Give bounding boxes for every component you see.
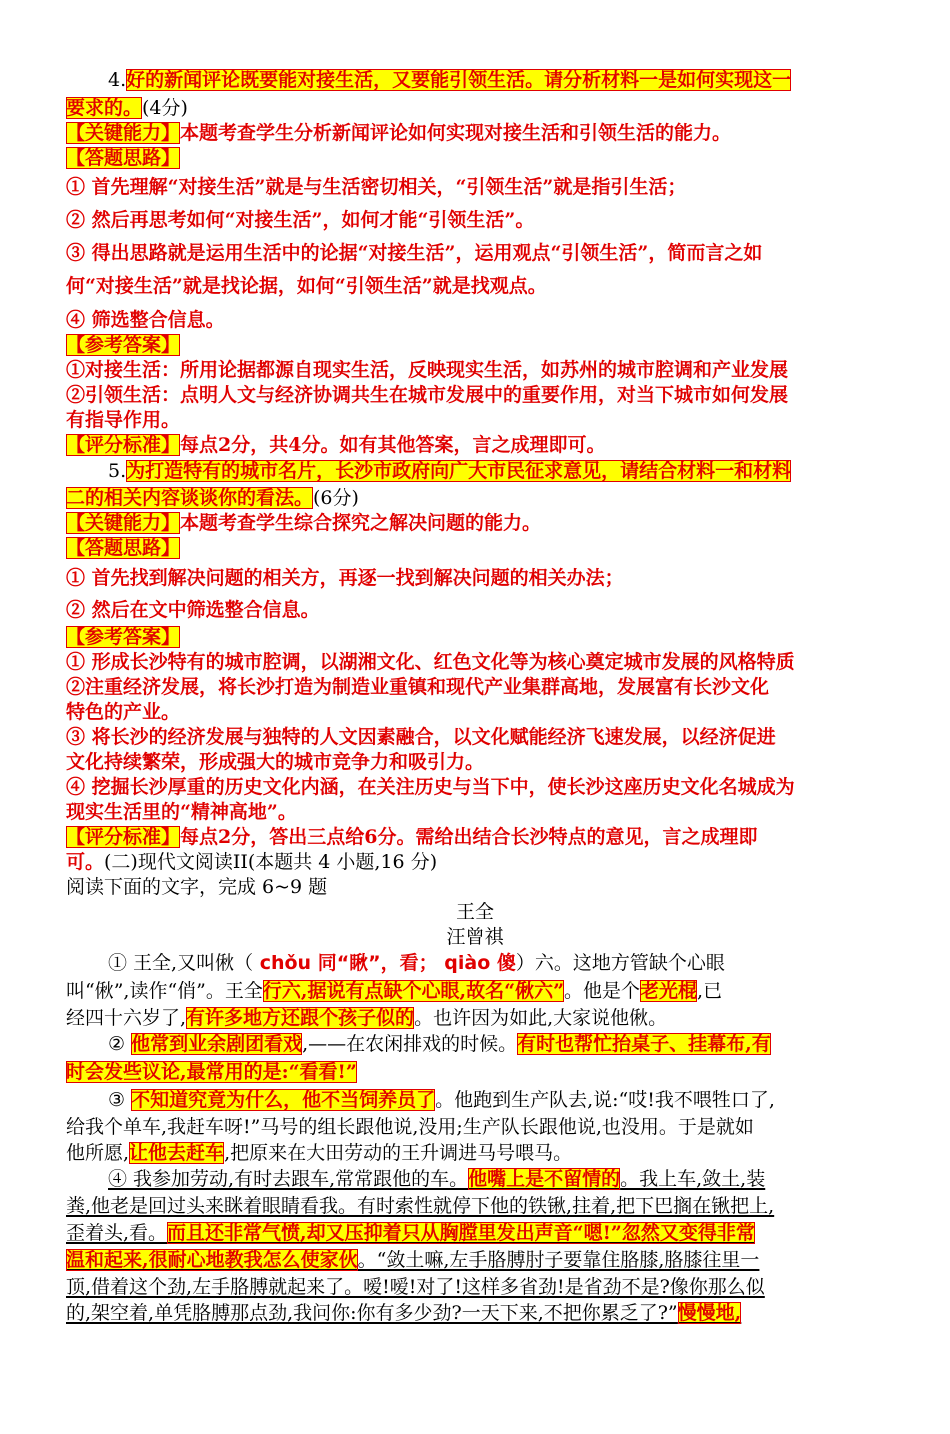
p4-line6: 的,架空着,单凭胳膊那点劲,我问你:你有多少劲?一天下来,不把你累乏了?”慢慢地,: [66, 1302, 742, 1324]
q5-step1: ① 首先找到解决问题的相关方，再逐一找到解决问题的相关办法；: [66, 567, 624, 589]
highlight: 时会发些议论,最常用的是:“看看!”: [66, 1061, 357, 1083]
ability-tag: 【关键能力】: [66, 122, 181, 144]
q5-number: 5.: [108, 460, 127, 482]
pinyin-note: chǒu 同“瞅”，看； qiào 傻: [253, 952, 516, 974]
passage-author: 汪曾祺: [446, 926, 504, 948]
p1-line2: 叫“偢”,读作“俏”。王全行六,据说有点缺个心眼,故名“偢六”。他是个老光棍,已: [66, 980, 723, 1002]
q5-answer-4-line2: 现实生活里的“精神高地”。: [66, 801, 297, 823]
answer-tag: 【参考答案】: [66, 626, 181, 648]
ability-text: 本题考查学生分析新闻评论如何实现对接生活和引领生活的能力。: [180, 122, 732, 144]
p4-line5: 顶,借着这个劲,左手胳膊就起来了。嗳!嗳!对了!这样多省劲!是省劲不是?像你那么似: [66, 1276, 765, 1298]
q5-question-text-cont: 二的相关内容谈谈你的看法。: [66, 487, 314, 509]
q4-question-text-cont: 要求的。: [66, 97, 143, 119]
highlight: 他常到业余剧团看戏: [131, 1033, 303, 1055]
q5-question-line2: [66, 486, 359, 511]
scoring-text: 每点2分，共4分。如有其他答案，言之成理即可。: [180, 434, 606, 456]
q4-ability: [66, 121, 731, 146]
highlight: 老光棍: [640, 980, 698, 1002]
thinking-tag: 【答题思路】: [66, 537, 181, 559]
thinking-tag: 【答题思路】: [66, 147, 181, 169]
q5-answer-3-line1: ③ 将长沙的经济发展与独特的人文因素融合，以文化赋能经济飞速发展，以经济促进: [66, 726, 776, 748]
scoring-tag: 【评分标准】: [66, 434, 181, 456]
q4-step3-line1: ③ 得出思路就是运用生活中的论据“对接生活”，运用观点“引领生活”，简而言之如: [66, 242, 763, 264]
q4-step2: ② 然后再思考如何“对接生活”，如何才能“引领生活”。: [66, 209, 535, 231]
q5-answer-4-line1: ④ 挖掘长沙厚重的历史文化内涵，在关注历史与当下中，使长沙这座历史文化名城成为: [66, 776, 795, 798]
p3-line2: 给我个单车,我赶车呀!”马号的组长跟他说,没用;生产队长跟他说,也没用。于是就如: [66, 1116, 754, 1138]
q5-answer-2-line1: ②注重经济发展，将长沙打造为制造业重镇和现代产业集群高地，发展富有长沙文化: [66, 676, 770, 698]
q4-question-line2: [66, 96, 188, 121]
p2-line2: [66, 1060, 357, 1085]
answer-tag: 【参考答案】: [66, 334, 181, 356]
q5-answer-2-line2: 特色的产业。: [66, 701, 181, 723]
q4-score: (4分): [142, 97, 188, 119]
q4-thinking: [66, 146, 180, 171]
highlight: 行六,据说有点缺个心眼,故名“偢六”: [262, 980, 564, 1002]
q5-question-line1: [108, 459, 791, 484]
q5-question-text: 为打造特有的城市名片，长沙市政府向广大市民征求意见，请结合材料一和材料: [126, 460, 792, 482]
scoring-text: 每点2分，答出三点给6分。需给出结合长沙特点的意见，言之成理即: [180, 826, 758, 848]
q4-question-line1: [108, 68, 791, 93]
scoring-tag: 【评分标准】: [66, 826, 181, 848]
q4-step1: ① 首先理解“对接生活”就是与生活密切相关，“引领生活”就是指引生活；: [66, 176, 687, 198]
p4-line3: 歪着头,看。而且还非常气愤,却又压抑着只从胸膛里发出声音“嗯!”忽然又变得非常: [66, 1222, 755, 1244]
highlight: 慢慢地,: [677, 1302, 742, 1324]
q5-answer: [66, 625, 180, 650]
highlight: 而且还非常气愤,却又压抑着只从胸膛里发出声音“嗯!”忽然又变得非常: [167, 1222, 755, 1244]
p4-line2: 粪,他老是回过头来眯着眼睛看我。有时索性就停下他的铁锹,拄着,把下巴搁在锹把上,: [66, 1195, 775, 1217]
section-instruction: 阅读下面的文字，完成 6~9 题: [66, 876, 328, 898]
q5-thinking: [66, 536, 180, 561]
q5-scoring-line2: [66, 850, 437, 875]
passage-title: 王全: [455, 901, 494, 923]
p1-line1: ① 王全,又叫偢（ chǒu 同“瞅”，看； qiào 傻）六。这地方管缺个心眼: [108, 952, 725, 974]
q5-scoring: [66, 825, 757, 850]
q5-ability: [66, 511, 541, 536]
highlight: 他嘴上是不留情的: [468, 1168, 621, 1190]
section-heading: (二)现代文阅读II(本题共 4 小题,16 分): [104, 851, 438, 873]
q4-answer: [66, 333, 180, 358]
q5-step2: ② 然后在文中筛选整合信息。: [66, 599, 320, 621]
q5-score: (6分): [313, 487, 359, 509]
ability-text: 本题考查学生综合探究之解决问题的能力。: [180, 512, 542, 534]
p2-line1: ② 他常到业余剧团看戏,——在农闲排戏的时候。有时也帮忙抬桌子、挂幕布,有: [108, 1033, 771, 1055]
q4-answer-2-line1: ②引领生活：点明人文与经济协调共生在城市发展中的重要作用，对当下城市如何发展: [66, 384, 789, 406]
p1-line3: 经四十六岁了,有许多地方还跟个孩子似的。也许因为如此,大家说他偢。: [66, 1007, 668, 1029]
p4-line4: 温和起来,很耐心地教我怎么使家伙。“敛土嘛,左手胳膊肘子要靠住胳膝,胳膝往里一: [66, 1249, 760, 1271]
p3-line3: 他所愿,让他去赶车,把原来在大田劳动的王升调进马号喂马。: [66, 1142, 573, 1164]
q4-answer-1: ①对接生活：所用论据都源自现实生活，反映现实生活，如苏州的城市腔调和产业发展: [66, 359, 789, 381]
ability-tag: 【关键能力】: [66, 512, 181, 534]
q5-answer-1: ① 形成长沙特有的城市腔调，以湖湘文化、红色文化等为核心奠定城市发展的风格特质: [66, 651, 795, 673]
q5-answer-3-line2: 文化持续繁荣，形成强大的城市竞争力和吸引力。: [66, 751, 485, 773]
q4-scoring: [66, 433, 605, 458]
p4-line1: ④ 我参加劳动,有时去跟车,常常跟他的车。他嘴上是不留情的。我上车,敛土,装: [108, 1168, 766, 1190]
highlight: 有许多地方还跟个孩子似的: [186, 1007, 415, 1029]
q4-step3-line2: 何“对接生活”就是找论据，如何“引领生活”就是找观点。: [66, 275, 547, 297]
q4-step4: ④ 筛选整合信息。: [66, 309, 225, 331]
p3-line1: ③ 不知道究竟为什么，他不当饲养员了。他跑到生产队去,说:“哎!我不喂牲口了,: [108, 1089, 775, 1111]
highlight: 温和起来,很耐心地教我怎么使家伙: [66, 1249, 358, 1271]
q4-question-text: 好的新闻评论既要能对接生活，又要能引领生活。请分析材料一是如何实现这一: [126, 69, 792, 91]
highlight: 不知道究竟为什么，他不当饲养员了: [131, 1089, 436, 1111]
highlight: 有时也帮忙抬桌子、挂幕布,有: [517, 1033, 771, 1055]
scoring-text-cont: 可。: [66, 851, 105, 873]
q4-number: 4.: [108, 69, 127, 91]
q4-answer-2-line2: 有指导作用。: [66, 409, 181, 431]
highlight: 让他去赶车: [129, 1142, 225, 1164]
